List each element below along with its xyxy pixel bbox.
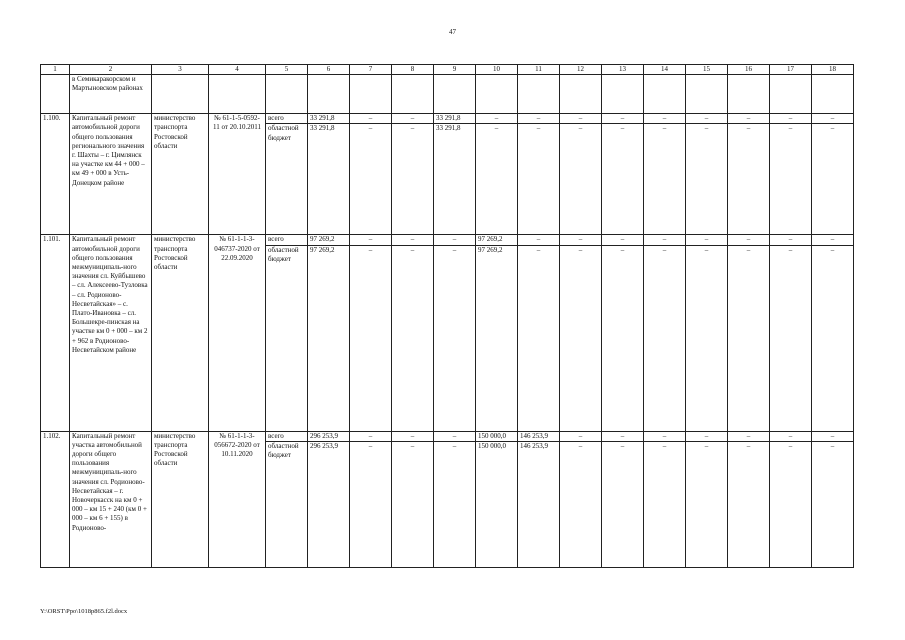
value-cell: – (812, 441, 854, 567)
value-cell: – (770, 114, 812, 124)
value-cell: – (560, 114, 602, 124)
value-cell: – (602, 235, 644, 245)
col-num: 8 (392, 65, 434, 75)
value-cell: – (644, 235, 686, 245)
funding-source: всего (266, 235, 308, 245)
row-number: 1.102. (41, 431, 70, 567)
col-num: 13 (602, 65, 644, 75)
value-cell: – (560, 235, 602, 245)
customer: министерство транспорта Ростовской области (152, 431, 209, 567)
value-cell: – (644, 431, 686, 441)
value-cell: – (728, 431, 770, 441)
value-cell: – (728, 235, 770, 245)
customer: министерство транспорта Ростовской области (152, 114, 209, 235)
value-cell: – (812, 431, 854, 441)
value-cell: – (770, 245, 812, 431)
value-cell: – (518, 124, 560, 235)
program-table (40, 64, 854, 568)
value-cell: – (728, 114, 770, 124)
object-name: Капитальный ремонт участка автомобильной дороги общего пользования межмуниципаль-ного значения сл. Родионово-Несветайская – г. Новочеркасск на км 0 + 000 – км 15 + 240 (км 0 + 000 – км 6 + 155) в Родионово- (70, 431, 152, 567)
value-cell: – (350, 235, 392, 245)
value-cell: 150 000,0 (476, 431, 518, 441)
table-row (41, 114, 854, 124)
col-num: 14 (644, 65, 686, 75)
doc-ref: № 61-1-1-3-056672-2020 от 10.11.2020 (209, 431, 266, 567)
value-cell: – (560, 124, 602, 235)
col-num: 7 (350, 65, 392, 75)
table-row (41, 431, 854, 441)
funding-source: областной бюджет (266, 245, 308, 431)
value-cell: – (644, 124, 686, 235)
object-name: Капитальный ремонт автомобильной дороги общего пользования регионального значения г. Шахты – г. Цимлянск на участке км 44 + 000 – км 49 + 000 в Усть-Донецком районе (70, 114, 152, 235)
value-cell: – (350, 431, 392, 441)
table-row (41, 235, 854, 245)
value-cell: – (434, 431, 476, 441)
value-cell: – (392, 441, 434, 567)
funding-source: областной бюджет (266, 124, 308, 235)
value-cell: – (602, 114, 644, 124)
col-num: 5 (266, 65, 308, 75)
col-num: 15 (686, 65, 728, 75)
value-cell: – (686, 431, 728, 441)
value-cell: 296 253,9 (308, 431, 350, 441)
col-num: 3 (152, 65, 209, 75)
value-cell: 146 253,9 (518, 441, 560, 567)
value-cell: – (518, 114, 560, 124)
col-num: 12 (560, 65, 602, 75)
value-cell: 33 291,8 (434, 124, 476, 235)
continuation-row (41, 75, 854, 114)
value-cell: – (770, 124, 812, 235)
footer-file-path: Y:\ORST\Ppo\1018p865.f2l.docx (40, 608, 128, 615)
value-cell: – (392, 431, 434, 441)
object-name: Капитальный ремонт автомобильной дороги общего пользования межмуниципаль-ного значения сл. Куйбышево – сл. Алексеево-Тузловка – сл. Родионово-Несветайская» – с. Плато-Ивановка – сл. Большекре-пинская на участке км 0 + 000 – км 2 + 962 в Родионово-Несветайском районе (70, 235, 152, 431)
value-cell: – (560, 431, 602, 441)
value-cell: – (686, 124, 728, 235)
value-cell: – (812, 235, 854, 245)
value-cell: – (392, 245, 434, 431)
value-cell: – (476, 124, 518, 235)
value-cell: – (812, 124, 854, 235)
value-cell: – (770, 441, 812, 567)
value-cell: – (728, 441, 770, 567)
value-cell: – (686, 235, 728, 245)
value-cell: – (518, 235, 560, 245)
value-cell: 97 269,2 (476, 245, 518, 431)
value-cell: – (770, 431, 812, 441)
page-number: 47 (449, 28, 456, 36)
value-cell: – (602, 245, 644, 431)
value-cell: 296 253,9 (308, 441, 350, 567)
value-cell: – (350, 124, 392, 235)
value-cell: – (686, 441, 728, 567)
value-cell: – (728, 124, 770, 235)
value-cell: – (434, 245, 476, 431)
value-cell: – (392, 114, 434, 124)
value-cell: – (350, 441, 392, 567)
col-num: 17 (770, 65, 812, 75)
col-num: 2 (70, 65, 152, 75)
col-num: 1 (41, 65, 70, 75)
value-cell: – (644, 441, 686, 567)
value-cell: – (476, 114, 518, 124)
value-cell: – (686, 245, 728, 431)
doc-ref: № 61-1-5-0592-11 от 20.10.2011 (209, 114, 266, 235)
col-num: 4 (209, 65, 266, 75)
col-num: 16 (728, 65, 770, 75)
col-num: 9 (434, 65, 476, 75)
customer: министерство транспорта Ростовской области (152, 235, 209, 431)
row-number: 1.100. (41, 114, 70, 235)
value-cell: – (770, 235, 812, 245)
value-cell: 97 269,2 (308, 235, 350, 245)
col-num: 18 (812, 65, 854, 75)
funding-source: всего (266, 431, 308, 441)
value-cell: – (518, 245, 560, 431)
value-cell: 33 291,8 (308, 124, 350, 235)
row-number: 1.101. (41, 235, 70, 431)
value-cell: – (434, 235, 476, 245)
value-cell: 97 269,2 (308, 245, 350, 431)
col-num: 6 (308, 65, 350, 75)
value-cell: – (560, 245, 602, 431)
value-cell: – (602, 124, 644, 235)
value-cell: – (686, 114, 728, 124)
value-cell: – (602, 431, 644, 441)
value-cell: – (812, 114, 854, 124)
value-cell: – (350, 245, 392, 431)
funding-source: областной бюджет (266, 441, 308, 567)
value-cell: 146 253,9 (518, 431, 560, 441)
funding-source: всего (266, 114, 308, 124)
value-cell: – (812, 245, 854, 431)
value-cell: – (434, 441, 476, 567)
doc-ref: № 61-1-1-3-046737-2020 от 22.09.2020 (209, 235, 266, 431)
object-name: в Семикаракорском и Мартыновском районах (70, 75, 152, 114)
value-cell: – (350, 114, 392, 124)
value-cell: – (560, 441, 602, 567)
value-cell: 33 291,8 (434, 114, 476, 124)
value-cell: – (644, 114, 686, 124)
value-cell: 97 269,2 (476, 235, 518, 245)
value-cell: 33 291,8 (308, 114, 350, 124)
col-num: 10 (476, 65, 518, 75)
col-num: 11 (518, 65, 560, 75)
value-cell: – (602, 441, 644, 567)
value-cell: – (644, 245, 686, 431)
value-cell: – (728, 245, 770, 431)
column-number-row (41, 65, 854, 75)
value-cell: – (392, 235, 434, 245)
value-cell: 150 000,0 (476, 441, 518, 567)
value-cell: – (392, 124, 434, 235)
